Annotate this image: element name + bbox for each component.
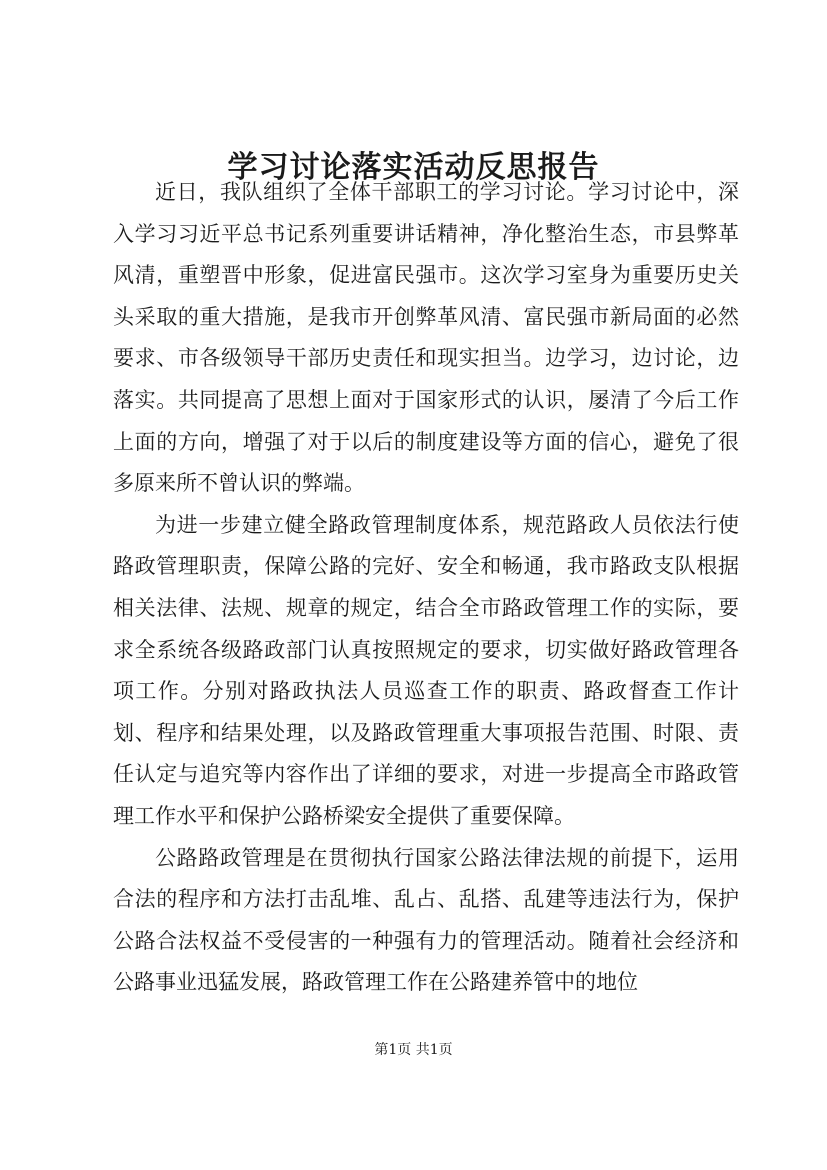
paragraph-1: 近日，我队组织了全体干部职工的学习讨论。学习讨论中，深入学习习近平总书记系列重要讲话精神，净化整治生态，市县弊革风清，重塑晋中形象，促进富民强市。这次学习室身为重要历史关头采取的重大措施，是我市开创弊革风清、富民强市新局面的必然要求、市各级领导干部历史责任和现实担当。边学习，边讨论，边落实。共同提高了思想上面对于国家形式的认识，屡清了今后工作上面的方向，增强了对于以后的制度建设等方面的信心，避免了很多原来所不曾认识的弊端。: [113, 180, 739, 496]
document-title: 学习讨论落实活动反思报告: [227, 150, 600, 185]
page-footer: 第1页 共1页: [374, 1042, 453, 1058]
paragraph-2: 为进一步建立健全路政管理制度体系，规范路政人员依法行使路政管理职责，保障公路的完好、安全和畅通，我市路政支队根据相关法律、法规、规章的规定，结合全市路政管理工作的实际，要求全系统各级路政部门认真按照规定的要求，切实做好路政管理各项工作。分别对路政执法人员巡查工作的职责、路政督查工作计划、程序和结果处理，以及路政管理重大事项报告范围、时限、责任认定与追究等内容作出了详细的要求，对进一步提高全市路政管理工作水平和保护公路桥梁安全提供了重要保障。: [113, 512, 739, 828]
document-body: [113, 172, 739, 1004]
paragraph-3: 公路路政管理是在贯彻执行国家公路法律法规的前提下，运用合法的程序和方法打击乱堆、乱占、乱搭、乱建等违法行为，保护公路合法权益不受侵害的一种强有力的管理活动。随着社会经济和公路事业迅猛发展，路政管理工作在公路建养管中的地位: [113, 845, 739, 995]
